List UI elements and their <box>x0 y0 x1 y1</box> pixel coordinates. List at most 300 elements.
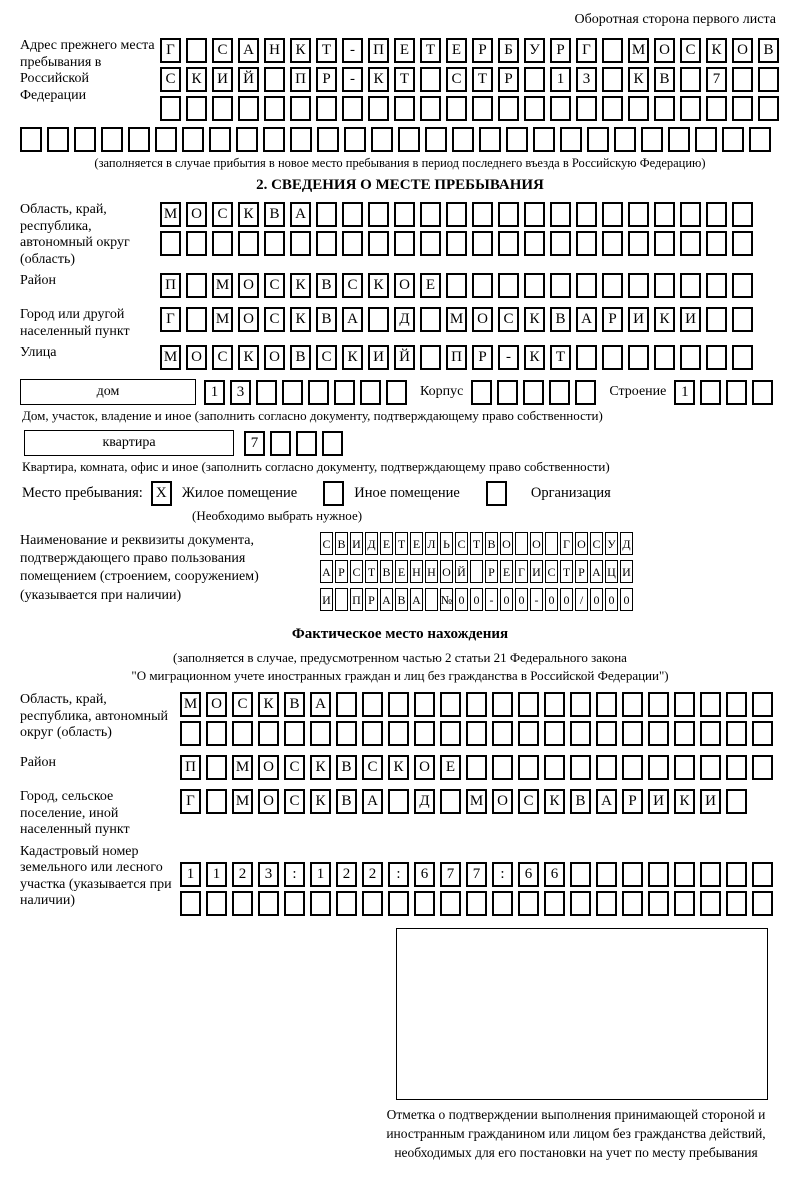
char-box: / <box>575 588 588 611</box>
char-box <box>648 891 669 916</box>
char-box <box>518 755 539 780</box>
char-box: П <box>446 345 467 370</box>
kvartira-number-boxes <box>244 431 348 456</box>
char-box: И <box>350 532 363 555</box>
char-box <box>570 862 591 887</box>
char-box: 1 <box>206 862 227 887</box>
mesto-label: Место пребывания: <box>22 485 143 502</box>
char-box: 7 <box>244 431 265 456</box>
oblast-label: Область, край, республика, автономный округ (область) <box>20 202 130 267</box>
char-box <box>752 862 773 887</box>
char-box <box>388 692 409 717</box>
char-box: О <box>206 692 227 717</box>
prev-address-boxes <box>160 38 784 125</box>
char-box <box>622 862 643 887</box>
char-box: 1 <box>674 380 695 405</box>
char-box: М <box>160 202 181 227</box>
char-box <box>680 273 701 298</box>
char-box <box>316 231 337 256</box>
char-box: К <box>654 307 675 332</box>
char-box: У <box>605 532 618 555</box>
char-box <box>440 891 461 916</box>
char-box <box>310 891 331 916</box>
korpus-label: Корпус <box>420 384 464 400</box>
char-box: В <box>654 67 675 92</box>
prev-address-row-2 <box>160 67 784 92</box>
char-box: В <box>284 692 305 717</box>
char-box: С <box>590 532 603 555</box>
char-box: И <box>648 789 669 814</box>
char-box: С <box>160 67 181 92</box>
char-box: А <box>290 202 311 227</box>
char-box <box>680 231 701 256</box>
char-box <box>308 380 329 405</box>
char-box <box>726 755 747 780</box>
char-box <box>576 231 597 256</box>
fact-note <box>20 649 780 684</box>
char-box <box>700 891 721 916</box>
char-box: Д <box>394 307 415 332</box>
char-box: Б <box>498 38 519 63</box>
char-box <box>732 96 753 121</box>
char-box: К <box>258 692 279 717</box>
char-box <box>498 202 519 227</box>
char-box <box>394 231 415 256</box>
char-box: 2 <box>232 862 253 887</box>
char-box: 7 <box>706 67 727 92</box>
char-box <box>290 231 311 256</box>
gorod-row <box>160 307 780 332</box>
char-box <box>752 891 773 916</box>
char-box: С <box>284 789 305 814</box>
ulitsa-row <box>160 345 780 370</box>
char-box <box>596 891 617 916</box>
char-box: И <box>212 67 233 92</box>
char-box: 6 <box>414 862 435 887</box>
char-box: 0 <box>590 588 603 611</box>
char-box <box>523 380 544 405</box>
char-box <box>492 692 513 717</box>
char-box: М <box>212 307 233 332</box>
char-box: 0 <box>545 588 558 611</box>
char-box <box>544 692 565 717</box>
char-box: Е <box>394 38 415 63</box>
char-box: 1 <box>180 862 201 887</box>
char-box <box>420 345 441 370</box>
char-box <box>680 345 701 370</box>
char-box <box>472 96 493 121</box>
char-box: Е <box>380 532 393 555</box>
char-box <box>550 202 571 227</box>
char-box: Р <box>550 38 571 63</box>
char-box <box>182 127 204 152</box>
char-box <box>628 96 649 121</box>
char-box <box>446 202 467 227</box>
char-box <box>550 96 571 121</box>
char-box <box>576 202 597 227</box>
char-box <box>570 891 591 916</box>
fact-raion-label: Район <box>20 755 56 771</box>
char-box: И <box>700 789 721 814</box>
char-box <box>160 96 181 121</box>
mesto-note: (Необходимо выбрать нужное) <box>192 508 363 524</box>
char-box <box>518 692 539 717</box>
char-box: А <box>590 560 603 583</box>
char-box <box>492 755 513 780</box>
char-box: О <box>492 789 513 814</box>
char-box: Т <box>472 67 493 92</box>
char-box <box>518 721 539 746</box>
char-box: Ь <box>440 532 453 555</box>
char-box <box>368 202 389 227</box>
char-box <box>570 755 591 780</box>
char-box: В <box>570 789 591 814</box>
char-box <box>74 127 96 152</box>
doc-row-1 <box>320 532 635 555</box>
char-box <box>264 231 285 256</box>
char-box <box>602 38 623 63</box>
char-box <box>648 862 669 887</box>
char-box <box>706 231 727 256</box>
mesto-prebyvaniya-row <box>22 481 780 506</box>
checkbox-inoe <box>323 481 344 506</box>
char-box: Т <box>395 532 408 555</box>
char-box <box>587 127 609 152</box>
char-box <box>732 231 753 256</box>
char-box <box>466 891 487 916</box>
char-box: И <box>530 560 543 583</box>
char-box: О <box>500 532 513 555</box>
char-box <box>560 127 582 152</box>
char-box <box>726 891 747 916</box>
dom-caption: Дом, участок, владение и иное (заполнить согласно документу, подтверждающему право собственности) <box>22 408 603 424</box>
char-box <box>160 231 181 256</box>
prev-address-label: Адрес прежнего места пребывания в Российской Федерации <box>20 38 155 103</box>
char-box <box>101 127 123 152</box>
char-box <box>414 891 435 916</box>
char-box: М <box>180 692 201 717</box>
fact-title: Фактическое место нахождения <box>291 626 509 643</box>
char-box <box>628 345 649 370</box>
char-box <box>316 202 337 227</box>
char-box <box>471 380 492 405</box>
char-box: Й <box>455 560 468 583</box>
section2-title: 2. СВЕДЕНИЯ О МЕСТЕ ПРЕБЫВАНИЯ <box>256 177 544 193</box>
char-box: С <box>212 345 233 370</box>
char-box <box>388 789 409 814</box>
char-box <box>446 273 467 298</box>
char-box: П <box>368 38 389 63</box>
char-box: К <box>628 67 649 92</box>
checkbox-zhiloe: X <box>151 481 172 506</box>
char-box: В <box>336 789 357 814</box>
char-box <box>344 127 366 152</box>
char-box <box>472 273 493 298</box>
char-box <box>180 891 201 916</box>
char-box <box>256 380 277 405</box>
char-box <box>264 96 285 121</box>
char-box: М <box>446 307 467 332</box>
korpus-boxes <box>471 380 601 405</box>
doc-block <box>20 532 780 616</box>
char-box: Е <box>395 560 408 583</box>
char-box <box>388 721 409 746</box>
char-box <box>440 721 461 746</box>
char-box: К <box>238 202 259 227</box>
char-box: Г <box>560 532 573 555</box>
char-box: М <box>232 755 253 780</box>
char-box: 7 <box>440 862 461 887</box>
char-box <box>342 231 363 256</box>
char-box <box>128 127 150 152</box>
char-box: Д <box>414 789 435 814</box>
char-box: О <box>440 560 453 583</box>
char-box <box>440 789 461 814</box>
fact-note-line1: (заполняется в случае, предусмотренном частью 2 статьи 21 Федерального закона <box>173 650 627 666</box>
char-box <box>628 231 649 256</box>
char-box <box>206 755 227 780</box>
char-box: Г <box>576 38 597 63</box>
char-box <box>622 755 643 780</box>
char-box: Г <box>180 789 201 814</box>
char-box <box>497 380 518 405</box>
char-box: Н <box>425 560 438 583</box>
char-box: П <box>290 67 311 92</box>
char-box <box>549 380 570 405</box>
char-box: С <box>680 38 701 63</box>
char-box <box>270 431 291 456</box>
char-box <box>602 345 623 370</box>
char-box <box>470 560 483 583</box>
char-box <box>362 891 383 916</box>
char-box: : <box>388 862 409 887</box>
char-box <box>362 721 383 746</box>
char-box <box>310 721 331 746</box>
char-box: К <box>310 789 331 814</box>
char-box: Т <box>560 560 573 583</box>
char-box <box>576 273 597 298</box>
char-box: О <box>414 755 435 780</box>
char-box: Р <box>602 307 623 332</box>
char-box <box>212 231 233 256</box>
char-box: Т <box>394 67 415 92</box>
char-box: 2 <box>336 862 357 887</box>
char-box: Й <box>394 345 415 370</box>
doc-row-2 <box>320 560 635 583</box>
char-box <box>414 721 435 746</box>
char-box: С <box>320 532 333 555</box>
char-box: П <box>160 273 181 298</box>
char-box <box>674 862 695 887</box>
char-box <box>452 127 474 152</box>
char-box: С <box>446 67 467 92</box>
char-box: Е <box>420 273 441 298</box>
char-box <box>706 307 727 332</box>
char-box <box>206 721 227 746</box>
char-box <box>472 231 493 256</box>
char-box <box>758 96 779 121</box>
char-box <box>752 721 773 746</box>
char-box: С <box>264 307 285 332</box>
char-box: 0 <box>470 588 483 611</box>
char-box: Н <box>410 560 423 583</box>
char-box: А <box>410 588 423 611</box>
char-box: А <box>310 692 331 717</box>
char-box: А <box>320 560 333 583</box>
char-box <box>622 721 643 746</box>
char-box <box>700 721 721 746</box>
char-box <box>186 273 207 298</box>
char-box <box>335 588 348 611</box>
fact-oblast-row-1 <box>180 692 780 717</box>
char-box <box>425 588 438 611</box>
char-box: Е <box>500 560 513 583</box>
fact-field-oblast <box>20 692 780 750</box>
char-box <box>420 202 441 227</box>
fact-oblast-row-2 <box>180 721 780 746</box>
char-box: Д <box>365 532 378 555</box>
char-box: С <box>350 560 363 583</box>
char-box: С <box>212 38 233 63</box>
char-box <box>212 96 233 121</box>
char-box <box>258 891 279 916</box>
char-box <box>732 345 753 370</box>
char-box <box>726 380 747 405</box>
char-box: Р <box>498 67 519 92</box>
stamp-area <box>376 928 776 1163</box>
char-box: К <box>674 789 695 814</box>
char-box <box>290 127 312 152</box>
option-zhiloe-label: Жилое помещение <box>181 485 298 502</box>
char-box: А <box>342 307 363 332</box>
char-box: А <box>576 307 597 332</box>
char-box: А <box>380 588 393 611</box>
char-box: Т <box>365 560 378 583</box>
char-box <box>524 273 545 298</box>
char-box <box>596 862 617 887</box>
char-box: С <box>232 692 253 717</box>
char-box: К <box>310 755 331 780</box>
char-box <box>596 755 617 780</box>
char-box: М <box>628 38 649 63</box>
char-box <box>360 380 381 405</box>
char-box <box>282 380 303 405</box>
char-box <box>394 202 415 227</box>
char-box <box>20 127 42 152</box>
char-box <box>414 692 435 717</box>
char-box <box>238 96 259 121</box>
char-box: О <box>258 755 279 780</box>
char-box <box>186 38 207 63</box>
char-box: - <box>485 588 498 611</box>
ulitsa-label: Улица <box>20 345 57 361</box>
char-box: К <box>368 273 389 298</box>
fact-oblast-label: Область, край, республика, автономный округ (область) <box>20 692 169 741</box>
dom-row <box>20 379 780 405</box>
char-box <box>752 380 773 405</box>
char-box <box>394 96 415 121</box>
kadastr-row-2 <box>180 891 780 916</box>
char-box: Г <box>515 560 528 583</box>
char-box: В <box>550 307 571 332</box>
char-box <box>264 67 285 92</box>
char-box <box>700 692 721 717</box>
char-box <box>524 202 545 227</box>
char-box <box>420 307 441 332</box>
char-box: Д <box>620 532 633 555</box>
char-box <box>524 67 545 92</box>
char-box: 1 <box>310 862 331 887</box>
fact-gorod-label: Город, сельское поселение, иной населенный пункт <box>20 789 130 838</box>
char-box <box>284 891 305 916</box>
char-box: О <box>732 38 753 63</box>
char-box <box>238 231 259 256</box>
char-box <box>466 755 487 780</box>
char-box <box>706 345 727 370</box>
char-box: В <box>485 532 498 555</box>
char-box <box>732 273 753 298</box>
char-box: А <box>362 789 383 814</box>
char-box <box>518 891 539 916</box>
option-organizatsiya-label: Организация <box>530 485 611 502</box>
char-box <box>336 692 357 717</box>
char-box: 6 <box>518 862 539 887</box>
char-box: С <box>212 202 233 227</box>
char-box <box>602 96 623 121</box>
stamp-box <box>396 928 768 1100</box>
char-box: М <box>466 789 487 814</box>
char-box <box>602 67 623 92</box>
kvartira-row <box>20 430 780 456</box>
char-box <box>700 862 721 887</box>
char-box: М <box>160 345 181 370</box>
char-box: К <box>342 345 363 370</box>
char-box: М <box>212 273 233 298</box>
char-box <box>498 96 519 121</box>
char-box <box>602 273 623 298</box>
char-box: С <box>545 560 558 583</box>
char-box <box>749 127 771 152</box>
char-box <box>498 231 519 256</box>
char-box <box>752 692 773 717</box>
char-box: И <box>320 588 333 611</box>
char-box: Е <box>440 755 461 780</box>
char-box: К <box>290 273 311 298</box>
char-box <box>342 96 363 121</box>
kadastr-row-1 <box>180 862 780 887</box>
char-box: К <box>706 38 727 63</box>
char-box <box>575 380 596 405</box>
char-box <box>628 273 649 298</box>
char-box <box>524 96 545 121</box>
char-box <box>232 891 253 916</box>
char-box: А <box>596 789 617 814</box>
char-box <box>545 532 558 555</box>
char-box <box>492 721 513 746</box>
char-box: 0 <box>500 588 513 611</box>
char-box <box>695 127 717 152</box>
fact-raion-row <box>180 755 780 780</box>
prev-address-row-3 <box>160 96 784 121</box>
field-raion <box>20 273 780 302</box>
char-box <box>602 202 623 227</box>
char-box <box>533 127 555 152</box>
char-box: В <box>316 307 337 332</box>
char-box: И <box>620 560 633 583</box>
char-box: К <box>544 789 565 814</box>
char-box: М <box>232 789 253 814</box>
char-box: И <box>368 345 389 370</box>
